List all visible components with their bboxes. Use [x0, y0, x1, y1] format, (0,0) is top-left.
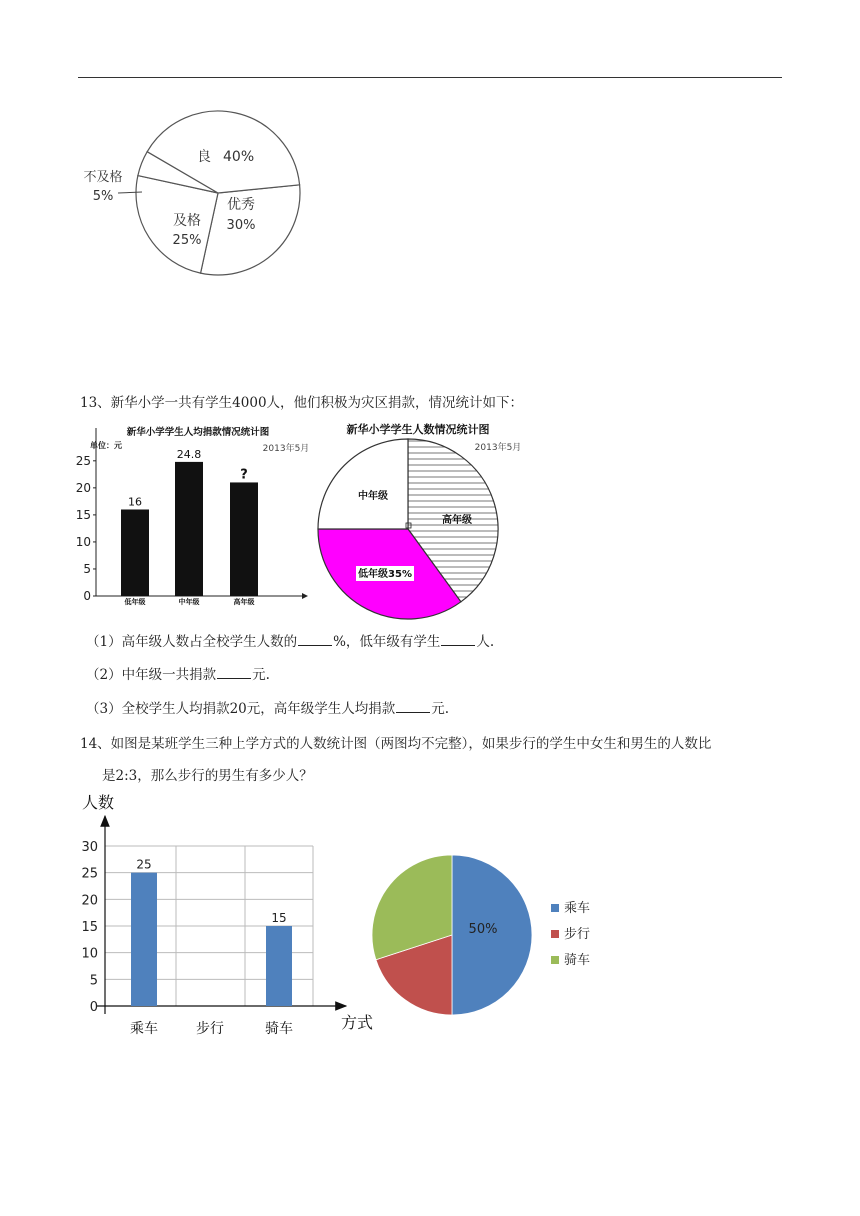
pie2-label-middle: 中年级	[358, 491, 388, 502]
q13-p3-text-a: （3）全校学生人均捐款20元，高年级学生人均捐款	[86, 701, 396, 717]
q13-p1-text-c: 人.	[476, 634, 495, 650]
pie2-date: 2013年5月	[474, 443, 522, 453]
bar1-value-label: ?	[240, 467, 248, 483]
bar1-category-label: 低年级	[124, 598, 146, 606]
legend-swatch-walk	[551, 930, 559, 938]
legend-swatch-bike	[551, 956, 559, 964]
q13-p1-text-b: %，低年级有学生	[333, 634, 441, 650]
q14-line1: 14、如图是某班学生三种上学方式的人数统计图（两图均不完整），如果步行的学生中女生和男生的人数比	[80, 736, 712, 752]
bar2-ytick-label: 15	[81, 920, 98, 935]
q13-p2-text-a: （2）中年级一共捐款	[86, 667, 217, 683]
q13-part2	[86, 664, 270, 685]
bar1-title: 新华小学学生人均捐款情况统计图	[126, 427, 270, 438]
bar1-bar	[121, 509, 149, 596]
q13-stem: 13、新华小学一共有学生4000人，他们积极为灾区捐款，情况统计如下：	[80, 395, 524, 411]
bar2-bar	[266, 926, 292, 1006]
grade-pie-chart	[70, 105, 310, 285]
student-pie-chart	[312, 414, 527, 624]
bar1-ytick-label: 10	[75, 534, 91, 549]
bar1-value-label: 24.8	[176, 447, 202, 461]
pie1-pct-excellent: 30%	[226, 218, 256, 233]
bar1-bar	[175, 462, 203, 596]
bar2-ylabel: 人数	[81, 793, 115, 812]
q13-p3-blank[interactable]	[396, 698, 430, 713]
q13-p3-text-b: 元.	[431, 701, 450, 717]
q13-p2-blank[interactable]	[217, 664, 251, 679]
q13-p1-blank-2[interactable]	[441, 631, 475, 646]
bar1-value-label: 16	[128, 495, 142, 509]
bar1-ytick-label: 20	[75, 480, 91, 495]
pie1-pct-good: 40%	[223, 149, 255, 165]
pie3-legend	[551, 901, 590, 968]
bar2-ytick-label: 20	[81, 893, 98, 909]
bar2-category-label: 乘车	[130, 1021, 158, 1037]
donation-bar-chart	[75, 414, 310, 610]
commute-bar-chart	[78, 788, 378, 1043]
legend-label-walk: 步行	[564, 927, 591, 942]
bar2-ytick-label: 25	[81, 866, 98, 882]
pie2-title: 新华小学学生人数情况统计图	[346, 423, 490, 436]
q14-line2: 是2:3，那么步行的男生有多少人？	[102, 768, 313, 784]
pie1-pct-fail: 5%	[92, 189, 114, 204]
q13-part1	[86, 631, 494, 652]
bar1-ytick-label: 0	[83, 589, 91, 603]
q13-part3	[86, 698, 449, 719]
bar1-date: 2013年5月	[262, 444, 310, 454]
bar2-xlabel: 方式	[340, 1013, 374, 1032]
legend-label-bus: 乘车	[564, 901, 591, 916]
bar2-ytick-label: 30	[81, 840, 98, 855]
pie1-label-excellent: 优秀	[227, 197, 255, 213]
pie3-label-bus: 50%	[468, 922, 498, 937]
pie1-label-pass: 及格	[173, 213, 201, 229]
commute-pie-chart	[362, 845, 622, 1025]
bar1-category-label: 高年级	[233, 598, 255, 606]
bar1-x-arrow	[302, 593, 308, 599]
bar1-bar	[230, 482, 258, 596]
q13-p1-blank-1[interactable]	[298, 631, 332, 646]
pie1-pct-pass: 25%	[172, 233, 202, 248]
pie2-slice-middle	[318, 439, 408, 529]
bar2-category-label: 骑车	[265, 1021, 293, 1037]
bar2-value-label: 25	[136, 857, 152, 872]
bar2-bar	[131, 873, 157, 1006]
legend-label-bike: 骑车	[564, 953, 591, 968]
bar1-ytick-label: 5	[83, 561, 91, 576]
legend-swatch-bus	[551, 904, 559, 912]
pie1-label-good: 良	[197, 149, 211, 165]
bar2-ytick-label: 0	[89, 1000, 98, 1015]
bar1-unit: 单位：元	[90, 441, 122, 450]
bar1-category-label: 中年级	[178, 598, 200, 606]
pie2-label-high: 高年级	[442, 515, 472, 526]
q13-p1-text-a: （1）高年级人数占全校学生人数的	[86, 634, 298, 650]
pie1-label-fail: 不及格	[83, 170, 123, 185]
header-rule	[78, 77, 782, 78]
bar2-ytick-label: 10	[81, 946, 98, 962]
q13-p2-text-b: 元.	[252, 667, 270, 683]
bar2-ytick-label: 5	[89, 973, 98, 989]
bar1-ytick-label: 15	[75, 507, 91, 522]
pie2-label-low: 低年级35%	[358, 569, 412, 580]
bar2-value-label: 15	[271, 911, 287, 925]
bar1-ytick-label: 25	[75, 453, 91, 468]
bar2-category-label: 步行	[196, 1021, 224, 1037]
